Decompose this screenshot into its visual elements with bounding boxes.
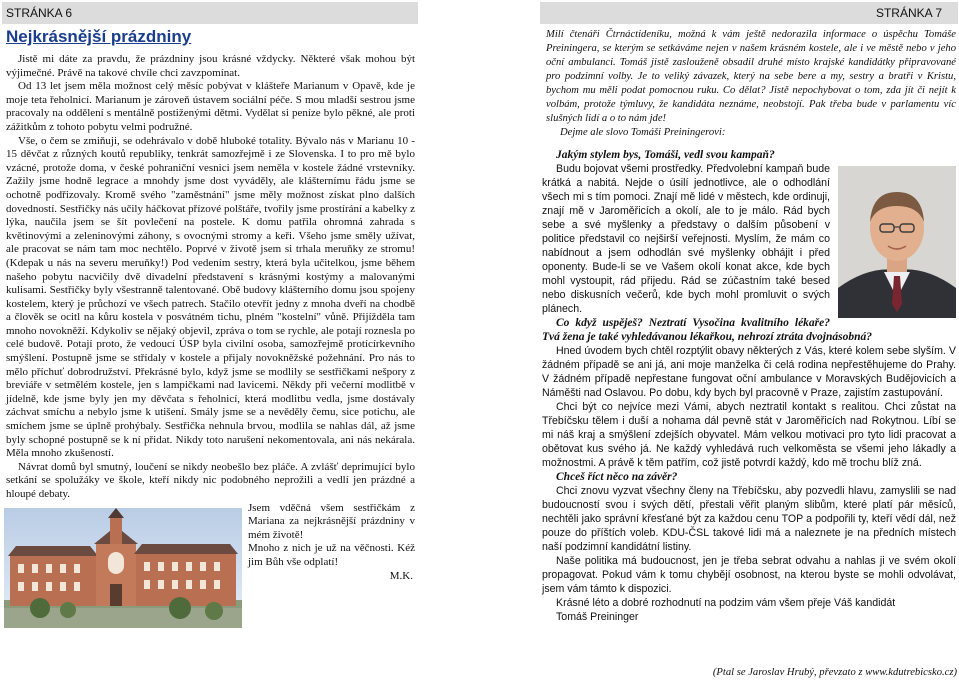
intro-text: Milí čtenáři Čtrnáctideníku, možná k vám ještě nedorazila informace o úspěchu Tomáše Preiningera, se kterým se setkáváme nejen v našem krásném kostele, ale i ve městě nebo v jeho oční ambulanci. Tomáš jistě zaslouženě obsadil druhé místo krajské kandidátky připravované pro podzimní volby. Je to veliký závazek, který na sebe bere a my, sestry a bratři v Kristu, bychom mu měli podat pomocnou ruku. Co dělat? Jistě nepochybovat o tom, zda jít či nejít k volbám, protože týmluvy, že kandidáta neznáme, neobstojí. Pak třeba bude v parlamentu víc slušných lidí a o to nám jde!	[546, 29, 956, 124]
article-body	[6, 53, 415, 628]
article-title: Nejkrásnější prázdniny	[6, 27, 192, 46]
page-header-7: STRÁNKA 7	[540, 2, 958, 24]
intro-lead: Dejme ale slovo Tomáši Preiningerovi:	[560, 127, 726, 138]
answer-1: Budu bojovat všemi prostředky. Předvolební kampaň bude krátká a nabitá. Nejde o úsilí jednotlivce, ale o odhodlání všech mi s tím pomoci. Znají mě lidé v městech, kde ordinuji, znají mě v Jaroměřicích a okolí, ale to je málo. Rád bych sebe a své myšlenky a představy o dalším působení v politice představil co nejširší veřejnosti. Myslím, že mám co nabídnout a jsem odhodlán své myšlenky obhájit i před oponenty. Bude-li se ve Vašem okolí konat akce, kde bych mohl vystoupit, rád přijedu. Rád se zúčastním také besed nebo diskusních večerů, kde bych mohl promluvit o svých plánech.	[542, 163, 830, 315]
author-initials: M.K.	[389, 569, 413, 582]
answer-3-part-2: Naše politika má budoucnost, jen je třeba sebrat odvahu a nahlas ji ve svém okolí propagovat. Pokud vám k tomu chybějí osobnost, na kterou byste se mohli odvolávat, jsem vám támto k dispozici.	[542, 555, 956, 595]
answer-2-part-1: Hned úvodem bych chtěl rozptýlit obavy některých z Vás, které kolem sebe slyším. V žádném případě se ani já, ani moje manželka či celá rodina nepřestěhujeme do Prahy. V žádném případě nepřestane fungovat oční ambulance v Moravských Budějovicích a Náměšti nad Oslavou. Po dobu, kdy bych byl pracovně v Praze, zajistím zastupování.	[542, 345, 956, 399]
answer-3-part-1: Chci znovu vyzvat všechny členy na Třebíčsku, aby pozvedli hlavu, zamyslili se nad budoucností svou i svých dětí, přestali věřit planým slibům, které platí pár měsíců, nechtěli jako správní křesťané být za každou cenu TOP a podpořili ty, kteří vědí dál, než pouze do příštích voleb. KDU-ČSL takové lidi má a naleznete je na předních místech naší podzimní kandidátní listiny.	[542, 485, 956, 553]
interview-intro	[540, 28, 958, 140]
paragraph-memories: Vše, o čem se zmiňuji, se odehrávalo v době hluboké totality. Bývalo nás v Marianu 10 - 15 děvčat z různých koutů republiky, tenkrát samozřejmě i ze Slovenska. I to pro mě bylo vzácné, protože doma, v české pohraniční vesnici jsem neměla v kostele žádné vrstevníky. Zažily jsme hodně legrace a mnohdy jsme dost vyváděly, ale klášternímu řádu jsme se ochotně podřizovaly. Kromě svého "zaměstnání" jsme měly možnost získat plno dalších dovedností. Sestřičky nás učily háčkovat přízové polštáře, tvořily jsme prostírání a kabelky z lýka, naučila jsem se šít povlečení na postele. K domu patřila ohromná zahrada s květinovými a zeleninovými záhony, s ovocnými stromy a keři. Všeho jsme směly užívat, ale pracovat se nám tam moc nechtělo. Poprvé v životě jsem si trhala meruňky ze stromu! (Kdepak u nás na severu meruňky!) Pod vedením sestry, která byla učitelkou, jsme během našeho pobytu nacvičily dvě divadelní představení s krásnými kostýmy a malovanými kulisami. Sestřičky byly všestranně talentované. Obě budovy klášterního domu jsou spojeny kostelem, který je průchozí ve všech patrech. Stačilo otevřít jedny z mnoha dveří na chodbě a člověk se ocitl na kůru kostela v posvátném tichu, plném "kostelní" vůně. Přijížděla tam mnoho novokněží. Kdykoliv se nějaký objevil, zpráva o tom se rychle, ale potají roznesla po celé budově. Potají proto, že vedoucí ÚSP byla civilní osoba, samozřejmě protícírkevního smýšlení. Postupně jsme se střídaly v kostele a přijaly novokněžské požehnání. Pro nás to mělo příchuť dobrodružství. Překrásné bylo, když jsme se modlily se sestřičkami nešpory z breviáře v setmělém kostele, jen s lampičkami nad lavicemi. Někdy při večerní modlitbě v jídelně, kde jsme byly jen my děvčata s řeholnicí, která modlitbu vedla, jsme dostávaly záchvat smíchu a nebylo jsme k utišení. Smály jsme se a nevěděly čemu, sice potichu, ale smíchem jsme se úplně prohýbaly. Sestřička nehnula brvou, modlila se nahlas dál, až jsme byly schopné postupně se k ní přidat. Nikdy toto narušení nekomentovala, ani nás nekárala. Měla mnoho zkušeností.	[6, 134, 415, 460]
closing-blessing: Mnoho z nich je už na věčnosti. Kéž jim Bůh vše odplatí!	[248, 542, 415, 568]
page-6	[0, 0, 418, 684]
question-2: Co když uspěješ? Neztratí Vysočina kvalitního lékaře? Tvá žena je také vyhledávanou lékařkou, nehrozí ztráta dvojnásobná?	[542, 317, 872, 343]
question-1: Jakým stylem bys, Tomáši, vedl svou kampaň?	[556, 149, 775, 161]
answer-2-part-2: Chci být co nejvíce mezi Vámi, abych neztratil kontakt s realitou. Chci zůstat na Třebíčsku tělem i duší a nohama dál pevně stát v Jaroměřicích nad Rokytnou. Líbí se mi náš kraj a smýšlení zdejších obyvatel. Mám velkou motivaci pro tyto lidi pracovat a obětovat kus svého já. Ne každý vyhledává ruch velkoměsta se všemi jeho lákadly a možnostmi. A právě k těm patřím, což jistě potvrdí každý, kdo mě trochu blíž zná.	[542, 401, 956, 469]
building-illustration	[4, 508, 242, 628]
paragraph-intro: Jistě mi dáte za pravdu, že prázdniny jsou krásné vždycky. Některé však mohou být výjimečné. Právě na takové chvíle chci zavzpomínat.	[6, 53, 415, 79]
source-footer: (Ptal se Jaroslav Hrubý, převzato z www.kdutrebicsko.cz)	[712, 667, 957, 678]
candidate-signature: Tomáš Preininger	[556, 611, 639, 623]
candidate-portrait	[838, 166, 956, 318]
paragraph-marianum: Od 13 let jsem měla možnost celý měsíc pobývat v klášteře Marianum v Opavě, kde je moje teta řeholnicí. Marianum je zároveň ústavem sociální péče. S mou mladší sestrou jsme pracovaly na oddělení s mentálně postiženými dětmi. Vydělat si peníze bylo pěkné, ale proti zážitkům z tohoto pobytu velmi podružné.	[6, 80, 415, 133]
interview-body	[542, 148, 956, 624]
page-7	[540, 0, 959, 684]
closing-thanks: Jsem vděčná všem sestřičkám z Mariana za nejkrásnější prázdniny v mém životě!	[248, 501, 415, 541]
portrait-illustration	[838, 166, 956, 318]
answer-3-part-3: Krásné léto a dobré rozhodnutí na podzim vám všem přeje Váš kandidát	[556, 597, 896, 609]
paragraph-return: Návrat domů byl smutný, loučení se nikdy neobešlo bez pláče. A zvlášť deprimující bylo setkání se spolužáky ve škole, kteří nikdy nic podobného neprožili a vedlí jen prázdné a hloupé debaty.	[6, 460, 415, 500]
question-3: Chceš říct něco na závěr?	[556, 471, 678, 483]
marianum-building-photo	[4, 508, 242, 628]
page-header-6: STRÁNKA 6	[2, 2, 418, 24]
